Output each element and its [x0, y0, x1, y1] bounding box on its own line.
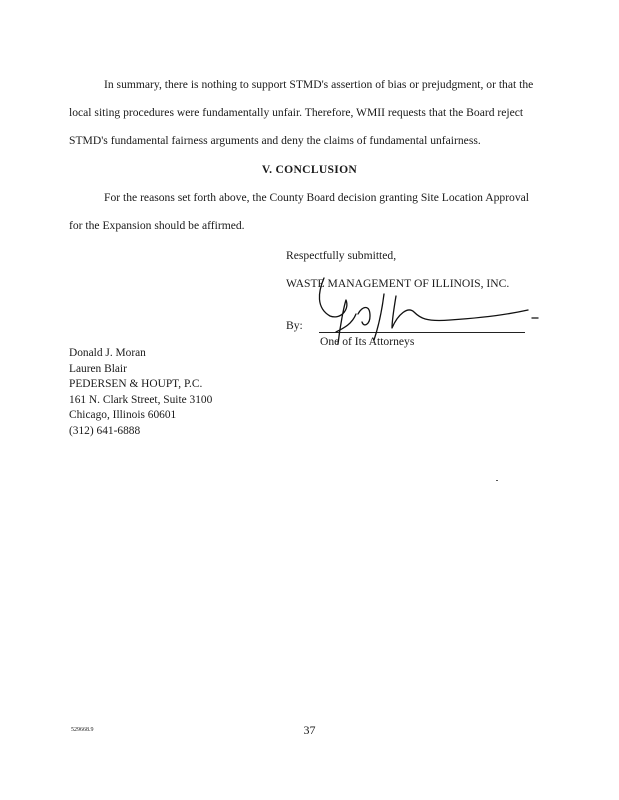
- street-address: 161 N. Clark Street, Suite 3100: [69, 393, 213, 406]
- page-number: 37: [303, 723, 316, 737]
- law-firm: PEDERSEN & HOUPT, P.C.: [69, 378, 203, 391]
- conclusion-line-2: for the Expansion should be affirmed.: [69, 219, 245, 232]
- company-name: WASTE MANAGEMENT OF ILLINOIS, INC.: [286, 277, 510, 290]
- summary-line-3: STMD's fundamental fairness arguments and deny the claims of fundamental unfairness.: [69, 134, 481, 147]
- phone-number: (312) 641-6888: [69, 424, 141, 437]
- city-state-zip: Chicago, Illinois 60601: [69, 409, 177, 422]
- conclusion-heading: V. CONCLUSION: [261, 163, 358, 176]
- by-label: By:: [286, 319, 303, 332]
- summary-line-1: In summary, there is nothing to support STMD's assertion of bias or prejudgment, or that the: [104, 78, 534, 91]
- scan-speck: [496, 480, 498, 481]
- summary-line-2: local siting procedures were fundamentally unfair. Therefore, WMII requests that the Board reject: [69, 106, 524, 119]
- closing-text: Respectfully submitted,: [286, 249, 397, 262]
- signer-caption: One of Its Attorneys: [320, 335, 415, 348]
- handwritten-signature: [300, 270, 550, 350]
- document-number: 529668.9: [71, 727, 94, 733]
- counsel-name-1: Donald J. Moran: [69, 347, 146, 359]
- conclusion-line-1: For the reasons set forth above, the County Board decision granting Site Location Approval: [104, 191, 530, 204]
- counsel-address-block: [69, 346, 212, 440]
- counsel-name-2: Lauren Blair: [69, 362, 127, 375]
